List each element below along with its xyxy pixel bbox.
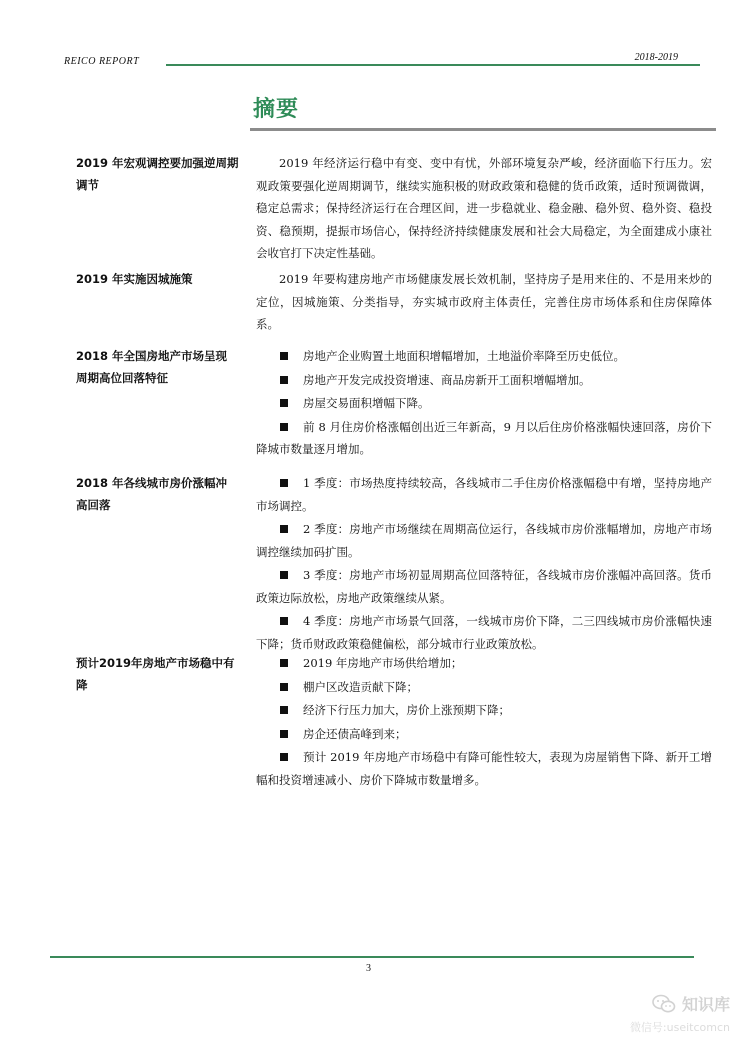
page-number: 3 (366, 963, 371, 974)
list-item: 预计 2019 年房地产市场稳中有降可能性较大，表现为房屋销售下降、新开工增幅和投资增速减小、房价下降城市数量增多。 (256, 750, 712, 787)
square-bullet-icon (280, 730, 288, 738)
square-bullet-icon (280, 352, 288, 360)
square-bullet-icon (280, 571, 288, 579)
watermark (610, 992, 730, 1035)
footer-divider (50, 956, 694, 958)
square-bullet-icon (280, 423, 288, 431)
square-bullet-icon (280, 376, 288, 384)
header-divider (166, 64, 700, 66)
square-bullet-icon (280, 706, 288, 714)
section-paragraph: 2019 年要构建房地产市场健康发展长效机制，坚持房子是用来住的、不是用来炒的定位，因城施策、分类指导，夯实城市政府主体责任，完善住房市场体系和住房保障体系。 (256, 272, 712, 331)
list-item: 3 季度：房地产市场初显周期高位回落特征，各线城市房价涨幅冲高回落。货币政策边际放松，房地产政策继续从紧。 (256, 568, 712, 605)
list-item: 房地产企业购置土地面积增幅增加，土地溢价率降至历史低位。 (256, 345, 712, 368)
square-bullet-icon (280, 683, 288, 691)
section-heading: 2019 年宏观调控要加强逆周期调节 (76, 156, 239, 192)
section-body (256, 152, 712, 265)
section-body (256, 268, 712, 336)
square-bullet-icon (280, 753, 288, 761)
section-heading: 2018 年各线城市房价涨幅冲高回落 (76, 476, 228, 512)
square-bullet-icon (280, 479, 288, 487)
section-paragraph: 2019 年经济运行稳中有变、变中有忧，外部环境复杂严峻，经济面临下行压力。宏观政策要强化逆周期调节，继续实施积极的财政政策和稳健的货币政策，适时预调微调，稳定总需求；保持经济运行在合理区间，进一步稳就业、稳金融、稳外贸、稳外资、稳投资、稳预期，提振市场信心，保持经济持续健康发展和社会大局稳定，为全面建成小康社会收官打下决定性基础。 (256, 156, 712, 260)
section-body (256, 345, 712, 462)
list-item: 棚户区改造贡献下降； (256, 676, 712, 699)
page-title: 摘要 (253, 97, 300, 122)
square-bullet-icon (280, 617, 288, 625)
wechat-icon (652, 994, 676, 1014)
list-item: 房屋交易面积增幅下降。 (256, 392, 712, 415)
square-bullet-icon (280, 525, 288, 533)
list-item: 房地产开发完成投资增速、商品房新开工面积增幅增加。 (256, 369, 712, 392)
section-body (256, 652, 712, 792)
list-item: 1 季度：市场热度持续较高，各线城市二手住房价格涨幅稳中有增，坚持房地产市场调控。 (256, 476, 712, 513)
title-underline (250, 128, 716, 131)
section-heading: 预计2019年房地产市场稳中有降 (76, 656, 235, 692)
section-body (256, 472, 712, 656)
watermark-sub: 微信号:useitcomcn (629, 1021, 730, 1034)
list-item: 经济下行压力加大，房价上涨预期下降； (256, 699, 712, 722)
list-item: 前 8 月住房价格涨幅创出近三年新高，9 月以后住房价格涨幅快速回落，房价下降城市数量逐月增加。 (256, 419, 712, 456)
list-item: 2 季度：房地产市场继续在周期高位运行，各线城市房价涨幅增加，房地产市场调控继续加码扩围。 (256, 522, 712, 559)
square-bullet-icon (280, 399, 288, 407)
square-bullet-icon (280, 659, 288, 667)
section-heading: 2019 年实施因城施策 (76, 272, 193, 286)
report-header-left: REICO REPORT (64, 56, 140, 67)
list-item: 4 季度：房地产市场景气回落，一线城市房价下降，二三四线城市房价涨幅快速下降；货币财政政策稳健偏松，部分城市行业政策放松。 (256, 614, 712, 651)
report-header-right: 2018-2019 (634, 52, 678, 63)
section-heading: 2018 年全国房地产市场呈现周期高位回落特征 (76, 349, 228, 385)
watermark-name: 知识库 (681, 995, 730, 1014)
list-item: 房企还债高峰到来； (256, 723, 712, 746)
list-item: 2019 年房地产市场供给增加； (256, 652, 712, 675)
